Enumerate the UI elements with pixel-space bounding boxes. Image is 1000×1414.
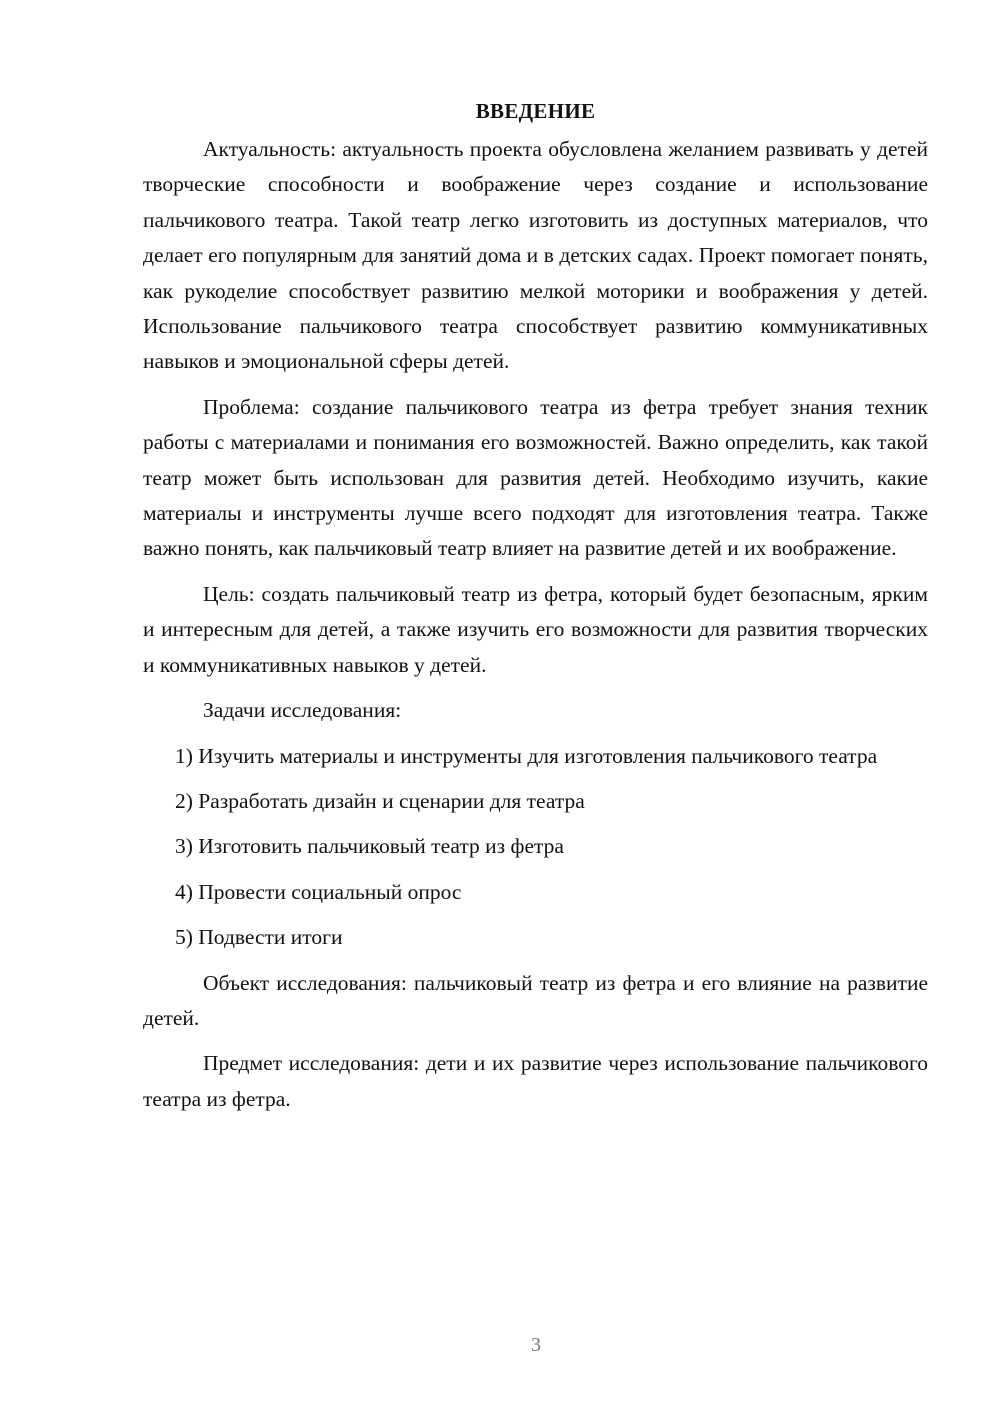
- paragraph-subject: Предмет исследования: дети и их развитие через использование пальчикового театра из фетра.: [143, 1051, 928, 1111]
- page-number: 3: [531, 1334, 541, 1356]
- paragraph-problem: Проблема: создание пальчикового театра из фетра требует знания техник работы с материалами и понимания его возможностей. Важно определить, как такой театр может быть использован для развития детей. Необходимо изучить, какие материалы и инструменты лучше всего подходят для изготовления театра. Также важно понять, как пальчиковый театр влияет на развитие детей и их воображение.: [143, 394, 928, 561]
- task-item: 2) Разработать дизайн и сценарии для театра: [175, 788, 585, 813]
- paragraph-relevance: Актуальность: актуальность проекта обусловлена желанием развивать у детей творческие способности и воображение через создание и использование пальчикового театра. Такой театр легко изготовить из доступных материалов, что делает его популярным для занятий дома и в детских садах. Проект помогает понять, как рукоделие способствует развитию мелкой моторики и воображения у детей. Использование пальчикового театра способствует развитию коммуникативных навыков и эмоциональной сферы детей.: [143, 137, 928, 374]
- section-heading: ВВЕДЕНИЕ: [475, 99, 596, 123]
- task-item: 3) Изготовить пальчиковый театр из фетра: [175, 834, 564, 859]
- tasks-list: [143, 739, 928, 956]
- document-page: [143, 96, 928, 1127]
- paragraph-object: Объект исследования: пальчиковый театр из фетра и его влияние на развитие детей.: [143, 970, 928, 1030]
- task-item: 5) Подвести итоги: [175, 925, 343, 950]
- paragraph-goal: Цель: создать пальчиковый театр из фетра, который будет безопасным, ярким и интересным для детей, а также изучить его возможности для развития творческих и коммуникативных навыков у детей.: [143, 581, 928, 677]
- task-item: 1) Изучить материалы и инструменты для изготовления пальчикового театра: [175, 743, 878, 768]
- tasks-title: Задачи исследования:: [203, 698, 402, 723]
- task-item: 4) Провести социальный опрос: [175, 879, 462, 904]
